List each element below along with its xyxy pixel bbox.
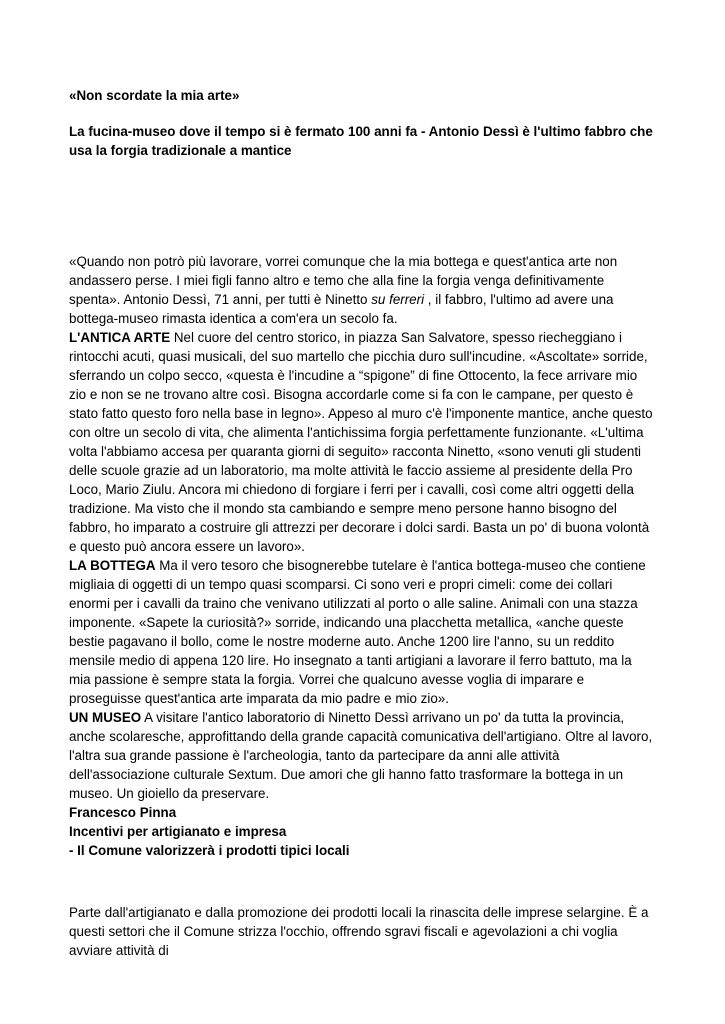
section-text-museo: A visitare l'antico laboratorio di Ninetto Dessì arrivano un po' da tutta la provincia, anche scolaresche, approfittando della grande capacità comunicativa dell'artigiano. Oltre al lavoro, l'altra sua grande passione è l'archeologia, tanto da partecipare da anni alle attività dell'associazione culturale Sextum. Due amori che gli hanno fatto trasformare la bottega in un museo. Un gioiello da preservare.: [69, 710, 653, 801]
article-body: [69, 252, 655, 860]
section-museo: [69, 708, 655, 803]
article-headline: La fucina-museo dove il tempo si è fermato 100 anni fa - Antonio Dessì è l'ultimo fabbro che usa la forgia tradizionale a mantice: [69, 124, 653, 158]
section-label-antica-arte: L'ANTICA ARTE: [69, 330, 171, 345]
second-article-subtitle: - Il Comune valorizzerà i prodotti tipici locali: [69, 843, 350, 858]
section-label-museo: UN MUSEO: [69, 710, 142, 725]
second-article-paragraph: Parte dall'artigianato e dalla promozione dei prodotti locali la rinascita delle imprese selargine. È a questi settori che il Comune strizza l'occhio, offrendo sgravi fiscali e agevolazioni a chi voglia avviare attività di: [69, 905, 649, 958]
section-text-bottega: Ma il vero tesoro che bisognerebbe tutelare è l'antica bottega-museo che contiene migliaia di oggetti di un tempo quasi scomparsi. Ci sono veri e propri cimeli: come dei collari enormi per i cavalli da traino che venivano utilizzati al porto o alle saline. Animali con una stazza imponente. «Sapete la curiosità?» sorride, indicando una placchetta metallica, «anche queste bestie pagavano il bollo, come le nostre moderne auto. Anche 1200 lire l'anno, su un reddito mensile medio di appena 120 lire. Ho insegnato a tanti artigiani a lavorare il ferro battuto, ma la mia passione è sempre stata la forgia. Vorrei che qualcuno avesse voglia di imparare e proseguisse quest'antica arte imparata da mio padre e mio zio».: [69, 558, 646, 706]
intro-italic: su ferreri: [371, 292, 425, 307]
section-text-antica-arte: Nel cuore del centro storico, in piazza San Salvatore, spesso riecheggiano i rintocchi acuti, quasi musicali, del suo martello che picchia duro sull'incudine. «Ascoltate» sorride, sferrando un colpo secco, «questa è l'incudine a “spigone” di fine Ottocento, la fece arrivare mio zio e non se ne trovano altre così. Bisogna accordarle come si fa con le campane, per questo è stato fatto questo foro nella base in legno». Appeso al muro c'è l'imponente mantice, anche questo con oltre un secolo di vita, che alimenta l'antichissima forgia perfettamente funzionante. «L'ultima volta l'abbiamo accesa per quaranta giorni di seguito» racconta Ninetto, «sono venuti gli studenti delle scuole grazie ad un laboratorio, ma molte attività le faccio assieme al presidente della Pro Loco, Mario Ziulu. Ancora mi chiedono di forgiare i ferri per i cavalli, così come altri oggetti della tradizione. Ma visto che il mondo sta cambiando e sempre meno persone hanno bisogno del fabbro, ho imparato a costruire gli attrezzi per decorare i dolci sardi. Basta un po' di buona volontà e questo può ancora essere un lavoro».: [69, 330, 653, 554]
author-name: Francesco Pinna: [69, 805, 177, 820]
section-label-bottega: LA BOTTEGA: [69, 558, 156, 573]
intro-paragraph: [69, 252, 655, 328]
section-bottega: [69, 556, 655, 708]
intro-text-a: «Quando non potrò più lavorare, vorrei comunque che la mia bottega e quest'antica arte non andassero perse. I miei figli fanno altro e temo che alla fine la forgia venga definitivamente spenta». Antonio Dessì, 71 anni, per tutti è Ninetto: [69, 254, 618, 307]
second-article-title: Incentivi per artigianato e impresa: [69, 824, 287, 839]
article-header: [69, 86, 657, 160]
intro-text-b: , il fabbro, l'ultimo ad avere una bottega-museo rimasta identica a com'era un secolo fa.: [69, 292, 614, 326]
section-antica-arte: [69, 328, 655, 556]
second-article-body: [69, 903, 655, 960]
article-kicker: «Non scordate la mia arte»: [69, 88, 240, 103]
